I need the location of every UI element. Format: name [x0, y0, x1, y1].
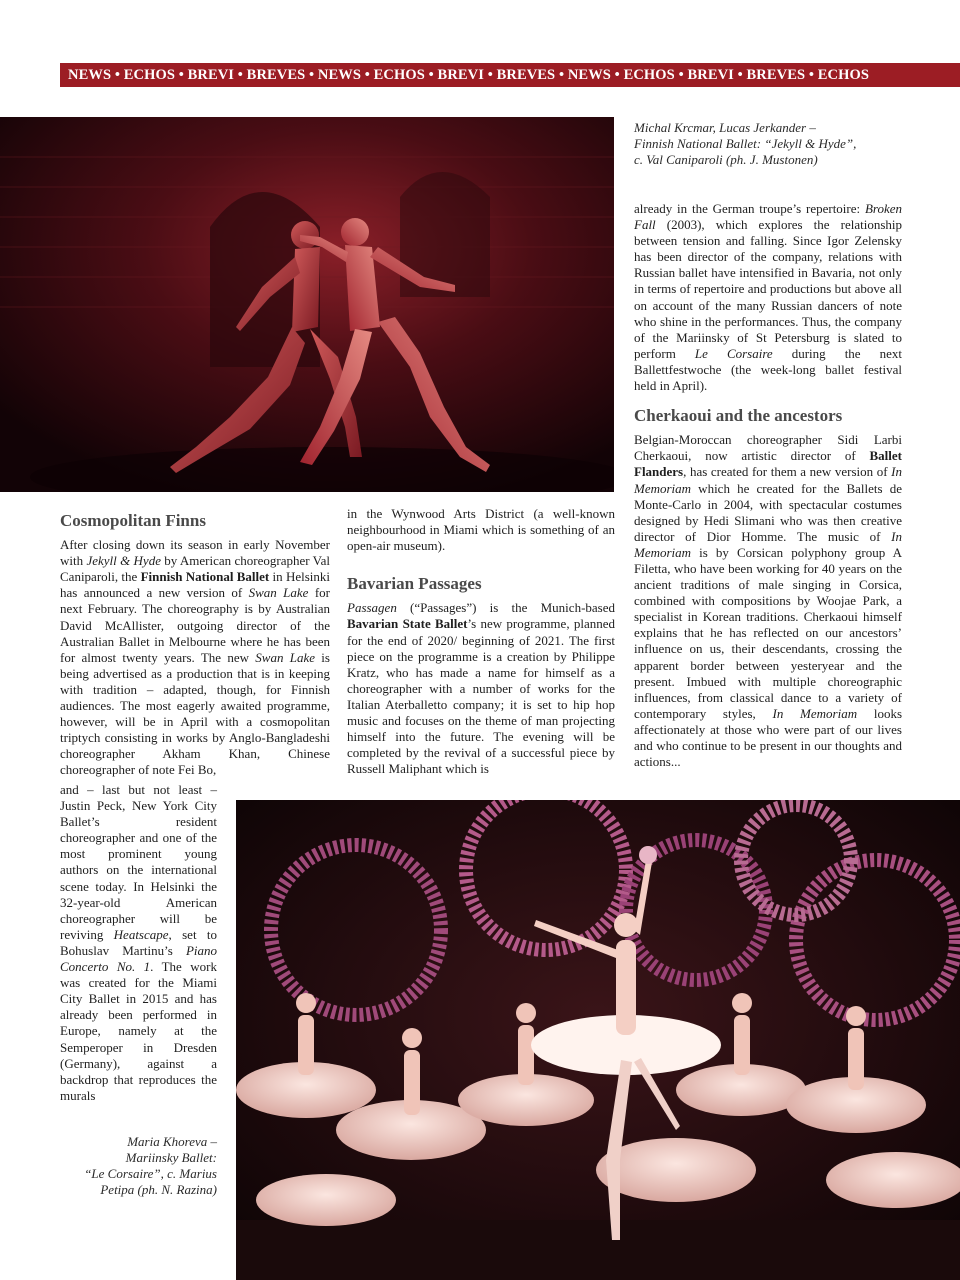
caption-line: Petipa (ph. N. Razina)	[100, 1182, 217, 1197]
caption-line: c. Val Caniparoli (ph. J. Mustonen)	[634, 152, 818, 167]
le-corsaire-photo	[236, 800, 960, 1280]
caption-line: Mariinsky Ballet:	[125, 1150, 217, 1165]
finns-heading: Cosmopolitan Finns	[60, 511, 206, 530]
bavarian-paragraph: Passagen (“Passages”) is the Munich-based Bavarian State Ballet’s new programme, planned for the end of 2020/ beginning of 2021. The first piece on the programme is a creation by Philippe Kratz, who has made a name for himself as a choreographer with a number of works for the Italian Aterballetto company; it is set to hip hop music and focuses on the theme of man projecting himself into the future. The evening will be completed by the revival of a successful piece by Russell Maliphant which is	[347, 600, 615, 777]
left-narrow-column	[60, 782, 217, 1104]
left-column	[60, 513, 330, 779]
section-banner: NEWS • ECHOS • BREVI • BREVES • NEWS • ECHOS • BREVI • BREVES • NEWS • ECHOS • BREVI • BREVES • ECHOS	[60, 63, 960, 87]
cherkaoui-heading: Cherkaoui and the ancestors	[634, 406, 843, 426]
bottom-photo-caption	[40, 1134, 217, 1198]
cherkaoui-paragraph: Belgian-Moroccan choreographer Sidi Larbi Cherkaoui, now artistic director of Ballet Flanders, has created for them a new version of In Memoriam which he created for the Ballets de Monte-Carlo in 2004, with spectacular costumes designed by Hedi Slimani who was then creative director of Dior Homme. The music of In Memoriam is by Corsican polyphony group A Filetta, who have been working for 40 years on the ancient traditions of male singing in Corsica, combined with compositions by Woojae Park, a specialist in Korean traditions. Cherkaoui himself explains that he has reflected on our ancestors’ influence on us, their descendants, crossing the apparent border between yesteryear and the present. Imbued with multiple choreographic influences, from classical dance to a variety of contemporary styles, In Memoriam looks affectionately at those who were part of our lives and who continue to be present in our thoughts and actions...	[634, 432, 902, 770]
middle-column	[347, 506, 615, 777]
jekyll-hyde-photo	[0, 117, 614, 492]
right-column	[634, 201, 902, 770]
top-photo-caption	[634, 120, 934, 168]
bavarian-continuation: already in the German troupe’s repertoire: Broken Fall (2003), which explores the relationship between tension and falling. Since Igor Zelensky has been director of the company, relations with Russian ballet have intensified in Bavaria, not only in terms of repertoire and productions but above all on account of the many Russian dancers of note who shine in the performances. Thus, the company of the Mariinsky of St Petersburg is slated to perform Le Corsaire during the next Ballettfestwoche (the week-long ballet festival held in April).	[634, 201, 902, 394]
caption-line: Michal Krcmar, Lucas Jerkander –	[634, 120, 816, 135]
finns-continuation: and – last but not least – Justin Peck, New York City Ballet’s resident choreographer and one of the most prominent young authors on the international scene today. In Helsinki the 32-year-old American choreographer will be reviving Heatscape, set to Bohuslav Martinu’s Piano Concerto No. 1. The work was created for the Miami City Ballet in 2015 and has already been performed in Europe, namely at the Semperoper in Dresden (Germany), against a backdrop that reproduces the murals	[60, 782, 217, 1103]
caption-line: “Le Corsaire”, c. Marius	[84, 1166, 217, 1181]
finns-ending: in the Wynwood Arts District (a well-known neighbourhood in Miami which is something of an open-air museum).	[347, 506, 615, 554]
caption-line: Finnish National Ballet: “Jekyll & Hyde”,	[634, 136, 857, 151]
caption-line: Maria Khoreva –	[127, 1134, 217, 1149]
bavarian-heading: Bavarian Passages	[347, 574, 482, 594]
finns-paragraph: After closing down its season in early November with Jekyll & Hyde by American choreographer Val Caniparoli, the Finnish National Ballet in Helsinki has announced a new version of Swan Lake for next February. The choreography is by Australian David McAllister, outgoing director of the Australian Ballet in Melbourne where he has been for almost twenty years. The new Swan Lake is being advertised as a production that is in keeping with tradition – adapted, though, for Finnish audiences. The most eagerly awaited programme, however, will be in April with a cosmopolitan triptych consisting in works by Anglo-Bangladeshi choreographer Akham Khan, Chinese choreographer of note Fei Bo,	[60, 537, 330, 778]
